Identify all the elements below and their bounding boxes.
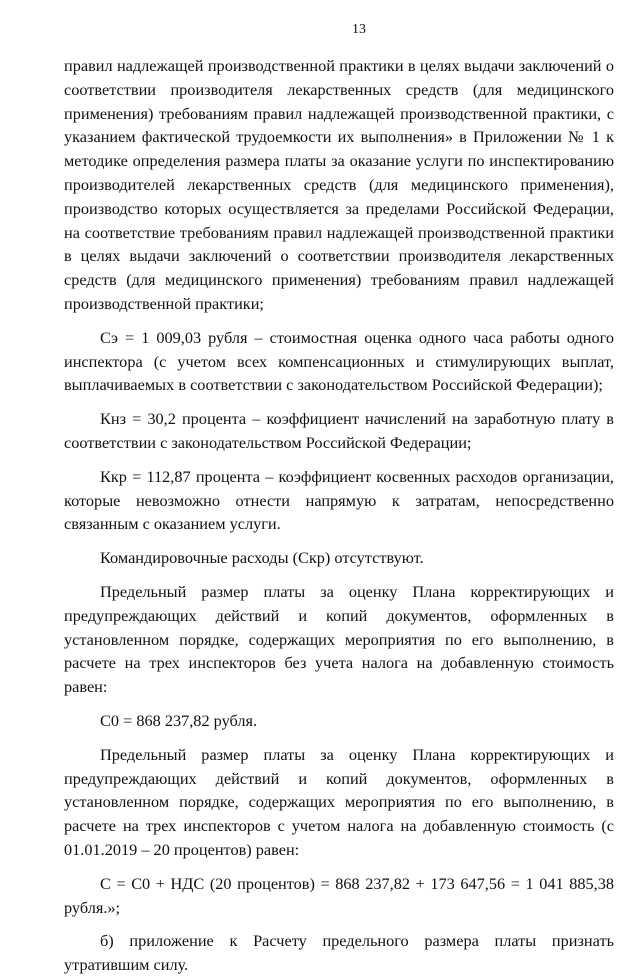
paragraph-continuation: правил надлежащей производственной практики в целях выдачи заключений о соответствии производителя лекарственных средств (для медицинского применения) требованиям правил надлежащей производственной практики, с указанием фактической трудоемкости их выполнения» в Приложении № 1 к методике определения размера платы за оказание услуги по инспектированию производителей лекарственных средств (для медицинского применения), производство которых осуществляется за пределами Российской Федерации, на соответствие требованиям правил надлежащей производственной практики в целях выдачи заключений о соответствии производителя лекарственных средств (для медицинского применения) требованиям правил надлежащей производственной практики; <box>64 56 614 313</box>
paragraph-limit-without-vat: Предельный размер платы за оценку Плана корректирующих и предупреждающих действий и копий документов, оформленных в установленном порядке, содержащих мероприятия по его выполнению, в расчете на трех инспекторов без учета налога на добавленную стоимость равен: <box>64 581 614 697</box>
paragraph-cost-estimate: Сэ = 1 009,03 рубля – стоимостная оценка одного часа работы одного инспектора (с учетом всех компенсационных и стимулирующих выплат, выплачиваемых в соответствии с законодательством Российской Федерации); <box>64 327 614 395</box>
paragraph-overhead-coefficient: Ккр = 112,87 процента – коэффициент косвенных расходов организации, которые невозможно отнести напрямую к затратам, непосредственно связанным с оказанием услуги. <box>64 466 614 534</box>
document-body <box>64 54 614 977</box>
paragraph-annex-repeal: б) приложение к Расчету предельного размера платы признать утратившим силу. <box>64 931 614 975</box>
paragraph-accrual-coefficient: Кнз = 30,2 процента – коэффициент начислений на заработную плату в соответствии с законодательством Российской Федерации; <box>64 409 614 452</box>
paragraph-limit-with-vat: Предельный размер платы за оценку Плана корректирующих и предупреждающих действий и копий документов, оформленных в установленном порядке, содержащих мероприятия по его выполнению, в расчете на трех инспекторов с учетом налога на добавленную стоимость (с 01.01.2019 – 20 процентов) равен: <box>64 744 614 859</box>
paragraph-travel-expenses: Командировочные расходы (Скр) отсутствуют. <box>100 548 424 568</box>
formula-c0: С0 = 868 237,82 рубля. <box>100 710 258 730</box>
page-number: 13 <box>352 22 366 37</box>
formula-c: С = С0 + НДС (20 процентов) = 868 237,82 + 173 647,56 = 1 041 885,38 рубля.»; <box>64 873 614 917</box>
